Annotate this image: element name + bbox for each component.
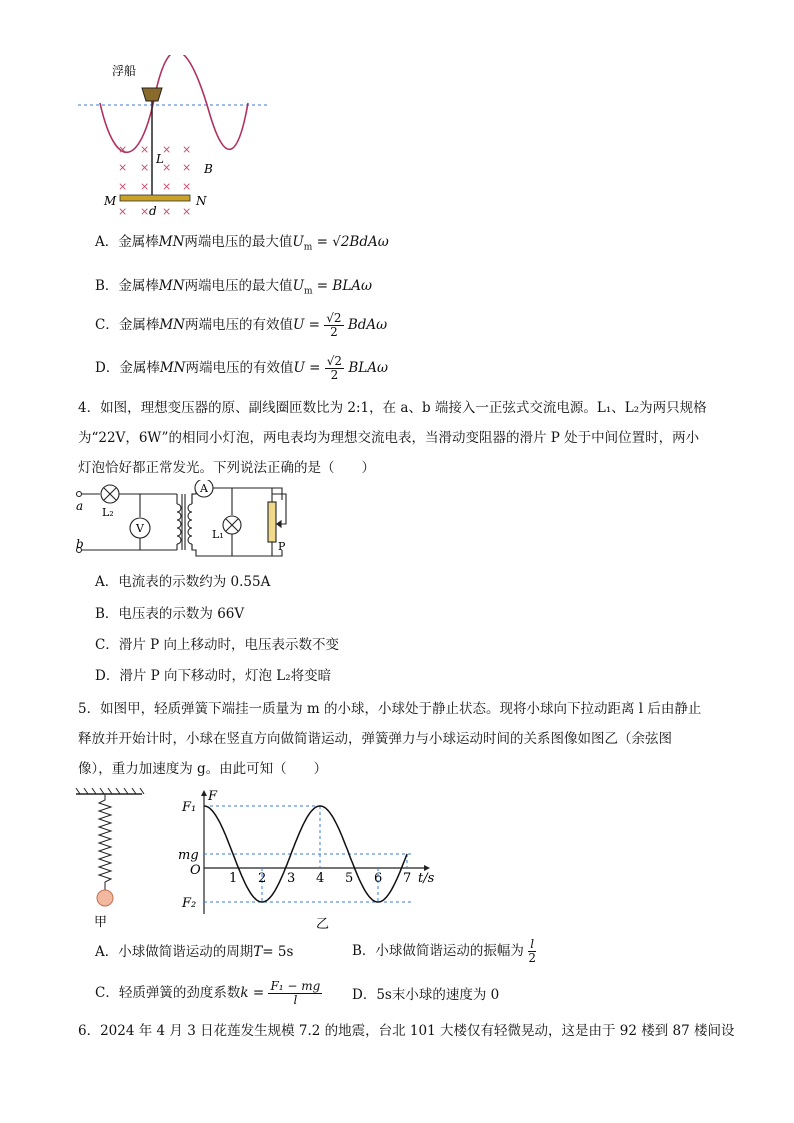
q3-option-d[interactable]: D．金属棒MN两端电压的有效值U = $\frac{√2}{2}$ BLAω [95, 354, 388, 382]
y-level-label: F₂ [182, 896, 197, 911]
q3-figure [70, 55, 270, 220]
fig-jia-label: 甲 [94, 915, 108, 928]
y-level-label: F₁ [182, 800, 197, 815]
q4-stem-line3: 灯泡恰好都正常发光。下列说法正确的是（ ） [78, 460, 375, 476]
boat-label: 浮船 [112, 64, 137, 78]
x-tick-label: 1 [229, 871, 238, 886]
L2-label: L₂ [102, 506, 114, 519]
x-tick-label: 6 [374, 871, 383, 886]
x-tick-label: 7 [403, 871, 412, 886]
M-label: M [104, 194, 117, 208]
L-label: L [156, 152, 164, 166]
svg-text:×: × [182, 180, 192, 193]
q5-stem-line3: 像），重力加速度为 g。由此可知（ ） [78, 761, 328, 777]
ball [97, 890, 113, 906]
svg-text:×: × [140, 143, 150, 156]
origin-label: O [190, 863, 201, 878]
q5-option-b[interactable]: B．小球做简谐运动的振幅为 $\frac{l}{2}$ [352, 937, 536, 965]
q5-stem-line1: 5．如图甲，轻质弹簧下端挂一质量为 m 的小球，小球处于静止状态。现将小球向下拉动距离 l 后由静止 [78, 701, 702, 717]
q3-option-c[interactable]: C．金属棒MN两端电压的有效值U = $\frac{√2}{2}$ BdAω [95, 311, 388, 339]
d-label: d [149, 204, 157, 218]
fraction: $\frac{\text{F₁ − mg}}{l}$ [270, 979, 321, 1007]
B-label: B [204, 162, 213, 176]
svg-text:×: × [162, 205, 172, 218]
x-tick-label: 2 [258, 871, 267, 886]
x-tick-label: 5 [345, 871, 354, 886]
x-tick-label: 3 [287, 871, 296, 886]
q5-option-c[interactable]: C．轻质弹簧的劲度系数k = $\frac{\text{F₁ − mg}}{l}$ [95, 979, 321, 1007]
metal-rod [120, 195, 190, 201]
q4-option-b[interactable]: B．电压表的示数为 66V [95, 606, 245, 622]
q4-option-d[interactable]: D．滑片 P 向下移动时，灯泡 L₂将变暗 [95, 668, 332, 684]
svg-text:×: × [182, 161, 192, 174]
q3-option-a[interactable]: A．金属棒MN两端电压的最大值$U_m = √2BdA\omega$ [95, 234, 389, 253]
svg-text:×: × [118, 180, 128, 193]
q4-stem-line2: 为“22V，6W”的相同小灯泡，两电表均为理想交流电表，当滑动变阻器的滑片 P 处于中间位置时，两小 [78, 430, 700, 446]
svg-text:×: × [118, 161, 128, 174]
secondary-bottom-wire [192, 544, 282, 556]
svg-text:×: × [182, 143, 192, 156]
q6-stem-line1: 6．2024 年 4 月 3 日花莲发生规模 7.2 的地震，台北 101 大楼仅有轻微晃动，这是由于 92 楼到 87 楼间设 [78, 1023, 735, 1039]
svg-text:×: × [182, 205, 192, 218]
voltmeter-label: V [136, 522, 144, 535]
q5-stem-line2: 释放并开始计时，小球在竖直方向做简谐运动，弹簧弹力与小球运动时间的关系图像如图乙（余弦图 [78, 731, 672, 747]
q4-circuit-figure [72, 480, 312, 570]
L1-label: L₁ [212, 528, 224, 541]
q4-option-c[interactable]: C．滑片 P 向上移动时，电压表示数不变 [95, 637, 339, 653]
svg-text:×: × [140, 180, 150, 193]
q5-option-a[interactable]: A．小球做简谐运动的周期T= 5s [95, 944, 294, 960]
x-axis-label: t/s [418, 871, 435, 886]
q5-option-d[interactable]: D．5s末小球的速度为 0 [352, 987, 500, 1003]
spring-coil [99, 794, 111, 890]
svg-text:×: × [140, 205, 150, 218]
fraction: $\frac{√2}{2}$ [326, 354, 343, 382]
svg-text:×: × [118, 143, 128, 156]
y-axis-arrow [201, 790, 207, 796]
x-tick-label: 4 [316, 871, 325, 886]
q4-option-a[interactable]: A．电流表的示数约为 0.55A [95, 574, 271, 590]
q3-option-b[interactable]: B．金属棒MN两端电压的最大值$U_m = BLA\omega$ [95, 278, 373, 297]
svg-text:×: × [162, 143, 172, 156]
fraction: $\frac{l}{2}$ [528, 937, 536, 965]
fraction: $\frac{√2}{2}$ [326, 311, 342, 339]
ammeter-label: A [200, 482, 208, 495]
boat [142, 88, 162, 101]
y-level-label: mg [178, 848, 199, 863]
N-label: N [196, 194, 207, 208]
fig-yi-label: 乙 [316, 917, 330, 932]
force-time-graph [178, 786, 438, 934]
terminal-b: b [76, 537, 84, 551]
rheostat [268, 502, 276, 542]
svg-text:×: × [162, 161, 172, 174]
svg-text:×: × [118, 205, 128, 218]
y-axis-label: F [208, 789, 218, 804]
terminal-a: a [76, 499, 84, 513]
P-label: P [278, 540, 286, 553]
svg-text:×: × [162, 180, 172, 193]
svg-text:×: × [140, 161, 150, 174]
spring-figure [72, 788, 152, 928]
q4-stem-line1: 4．如图，理想变压器的原、副线圈匝数比为 2:1，在 a、b 端接入一正弦式交流电源。L₁、L₂为两只规格 [78, 400, 707, 416]
